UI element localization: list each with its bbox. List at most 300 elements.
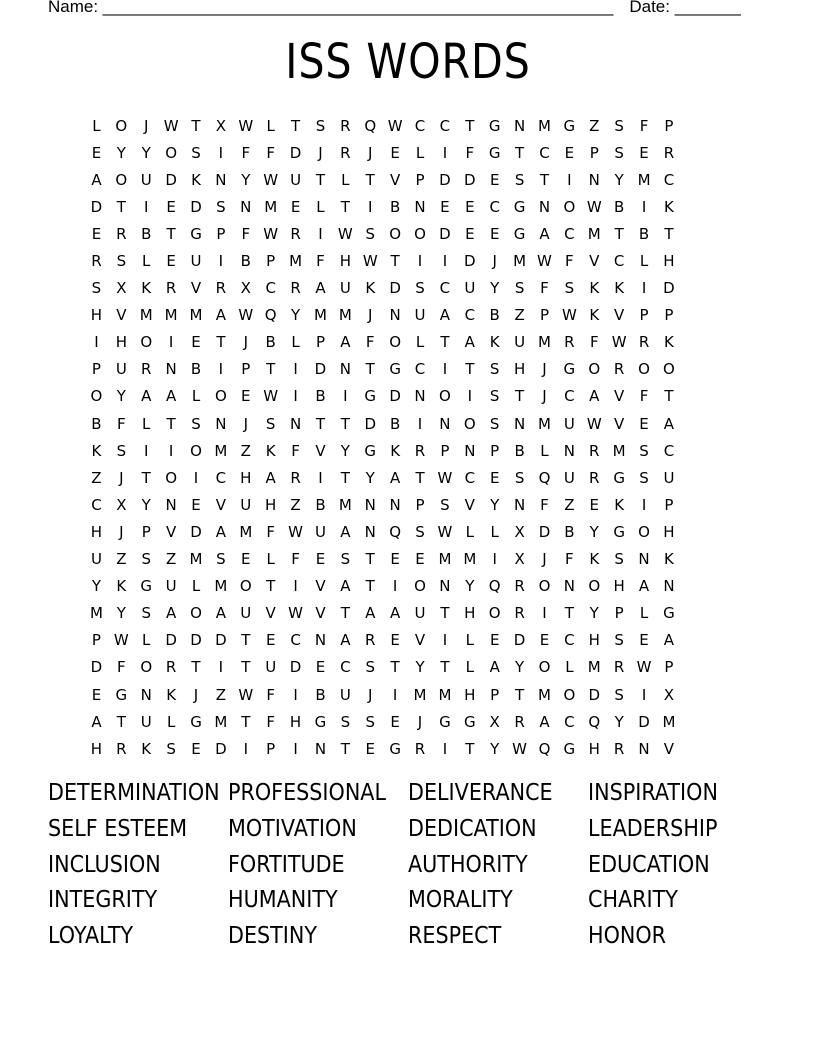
grid-letter: N bbox=[240, 197, 252, 216]
grid-letter: M bbox=[89, 604, 103, 623]
grid-letter: Y bbox=[614, 170, 624, 189]
grid-letter: Y bbox=[290, 306, 301, 325]
grid-letter: P bbox=[91, 631, 101, 650]
grid-letter: W bbox=[288, 522, 303, 541]
grid-letter: J bbox=[492, 252, 497, 271]
grid-letter: M bbox=[289, 252, 303, 271]
grid-letter: I bbox=[368, 197, 373, 216]
grid-letter: P bbox=[216, 224, 226, 243]
grid-letter: C bbox=[265, 279, 276, 298]
grid-letter: C bbox=[564, 631, 575, 650]
grid-letter: Z bbox=[290, 495, 301, 514]
grid-letter: K bbox=[589, 279, 600, 298]
grid-letter: Y bbox=[614, 712, 624, 731]
grid-letter: M bbox=[338, 306, 352, 325]
grid-letter: O bbox=[563, 197, 576, 216]
grid-letter: I bbox=[442, 739, 448, 758]
grid-letter: N bbox=[513, 495, 526, 514]
grid-letter: E bbox=[390, 712, 400, 731]
grid-letter: E bbox=[315, 658, 326, 677]
grid-letter: B bbox=[315, 495, 326, 514]
grid-letter: F bbox=[540, 495, 549, 514]
grid-row bbox=[84, 356, 732, 383]
grid-letter: A bbox=[340, 333, 351, 352]
grid-letter: R bbox=[514, 604, 525, 623]
grid-letter: X bbox=[514, 550, 525, 569]
grid-letter: F bbox=[266, 712, 275, 731]
grid-letter: H bbox=[588, 739, 600, 758]
grid-letter: Y bbox=[415, 658, 425, 677]
grid-letter: Q bbox=[488, 577, 501, 596]
grid-letter: U bbox=[339, 279, 351, 298]
grid-letter: M bbox=[338, 495, 352, 514]
grid-letter: B bbox=[614, 197, 625, 216]
word-list-item: INCLUSION bbox=[48, 851, 161, 878]
grid-letter: Y bbox=[116, 143, 126, 162]
grid-letter: U bbox=[240, 604, 252, 623]
word-list-item: HUMANITY bbox=[228, 887, 338, 914]
grid-letter: J bbox=[542, 360, 547, 379]
grid-letter: S bbox=[365, 658, 375, 677]
grid-letter: A bbox=[439, 306, 451, 325]
word-list-item: CHARITY bbox=[588, 887, 678, 914]
grid-letter: V bbox=[215, 495, 227, 514]
grid-letter: W bbox=[561, 306, 577, 325]
grid-letter: X bbox=[215, 116, 227, 135]
grid-letter: T bbox=[116, 197, 126, 216]
grid-letter: M bbox=[463, 550, 477, 569]
grid-letter: F bbox=[291, 550, 300, 569]
grid-letter: H bbox=[289, 712, 302, 731]
grid-letter: I bbox=[293, 685, 298, 704]
grid-letter: T bbox=[340, 197, 350, 216]
grid-letter: U bbox=[265, 658, 277, 677]
grid-letter: L bbox=[266, 116, 275, 135]
grid-row bbox=[84, 220, 732, 247]
grid-letter: G bbox=[488, 116, 501, 135]
grid-row bbox=[84, 383, 732, 410]
grid-letter: Y bbox=[91, 577, 102, 596]
grid-letter: O bbox=[389, 333, 402, 352]
grid-letter: W bbox=[387, 116, 403, 135]
grid-letter: T bbox=[315, 414, 326, 433]
grid-letter: F bbox=[639, 116, 649, 135]
grid-letter: A bbox=[315, 279, 326, 298]
grid-letter: H bbox=[663, 522, 675, 541]
grid-letter: P bbox=[589, 143, 599, 162]
grid-letter: N bbox=[439, 577, 451, 596]
grid-letter: E bbox=[589, 495, 599, 514]
grid-letter: L bbox=[415, 143, 425, 162]
grid-row bbox=[84, 139, 732, 166]
grid-letter: O bbox=[638, 360, 650, 379]
grid-letter: J bbox=[542, 387, 547, 406]
grid-letter: G bbox=[389, 739, 401, 758]
grid-letter: O bbox=[563, 685, 576, 704]
grid-letter: U bbox=[339, 685, 351, 704]
grid-letter: L bbox=[415, 333, 425, 352]
header-line bbox=[48, 0, 741, 17]
grid-letter: R bbox=[613, 658, 625, 677]
grid-letter: Z bbox=[165, 550, 177, 569]
grid-letter: O bbox=[439, 387, 451, 406]
grid-letter: E bbox=[91, 143, 102, 162]
grid-letter: I bbox=[417, 252, 423, 271]
grid-letter: E bbox=[166, 197, 176, 216]
grid-letter: M bbox=[538, 116, 551, 135]
grid-letter: N bbox=[339, 360, 351, 379]
grid-letter: O bbox=[414, 577, 426, 596]
grid-letter: I bbox=[218, 658, 224, 677]
grid-letter: T bbox=[465, 360, 475, 379]
grid-letter: F bbox=[266, 685, 275, 704]
grid-letter: E bbox=[390, 631, 400, 650]
grid-letter: N bbox=[638, 550, 650, 569]
grid-letter: T bbox=[465, 116, 475, 135]
grid-letter: Y bbox=[116, 604, 126, 623]
grid-letter: S bbox=[639, 468, 649, 487]
grid-letter: B bbox=[141, 224, 152, 243]
grid-letter: V bbox=[614, 306, 625, 325]
grid-letter: E bbox=[415, 550, 425, 569]
grid-letter: L bbox=[291, 333, 300, 352]
grid-letter: L bbox=[92, 116, 101, 135]
grid-letter: N bbox=[414, 197, 426, 216]
grid-letter: R bbox=[340, 143, 351, 162]
grid-letter: F bbox=[565, 252, 574, 271]
grid-letter: T bbox=[415, 468, 425, 487]
grid-letter: S bbox=[489, 360, 500, 379]
grid-letter: K bbox=[390, 441, 401, 460]
grid-letter: U bbox=[165, 577, 177, 596]
grid-letter: E bbox=[91, 685, 102, 704]
grid-letter: H bbox=[464, 685, 476, 704]
grid-letter: M bbox=[139, 306, 153, 325]
grid-letter: N bbox=[165, 495, 177, 514]
grid-letter: N bbox=[588, 170, 600, 189]
grid-letter: E bbox=[440, 197, 450, 216]
grid-letter: N bbox=[414, 387, 426, 406]
grid-row bbox=[84, 600, 732, 627]
grid-letter: F bbox=[291, 441, 300, 460]
grid-letter: Q bbox=[538, 739, 551, 758]
grid-letter: C bbox=[564, 712, 575, 731]
grid-letter: C bbox=[414, 360, 426, 379]
grid-letter: I bbox=[318, 468, 323, 487]
grid-letter: T bbox=[340, 468, 350, 487]
grid-letter: E bbox=[639, 631, 649, 650]
grid-letter: G bbox=[190, 224, 202, 243]
grid-letter: M bbox=[587, 224, 601, 243]
grid-letter: E bbox=[390, 143, 400, 162]
grid-letter: S bbox=[639, 441, 649, 460]
grid-letter: Z bbox=[514, 306, 525, 325]
grid-row bbox=[84, 437, 732, 464]
grid-letter: L bbox=[565, 658, 574, 677]
grid-row bbox=[84, 275, 732, 302]
grid-letter: B bbox=[315, 685, 326, 704]
grid-letter: L bbox=[341, 170, 350, 189]
grid-letter: E bbox=[290, 197, 301, 216]
grid-letter: I bbox=[641, 685, 647, 704]
grid-letter: J bbox=[193, 685, 199, 704]
grid-letter: R bbox=[165, 658, 177, 677]
grid-letter: E bbox=[564, 143, 575, 162]
grid-letter: I bbox=[442, 360, 448, 379]
grid-letter: N bbox=[439, 414, 451, 433]
grid-letter: I bbox=[567, 170, 572, 189]
grid-letter: D bbox=[90, 197, 103, 216]
grid-letter: A bbox=[91, 712, 102, 731]
grid-letter: D bbox=[289, 143, 302, 162]
grid-letter: J bbox=[417, 712, 423, 731]
grid-letter: A bbox=[663, 414, 675, 433]
grid-letter: E bbox=[315, 550, 326, 569]
grid-letter: I bbox=[492, 550, 497, 569]
grid-letter: U bbox=[90, 550, 102, 569]
grid-letter: M bbox=[264, 197, 278, 216]
grid-letter: W bbox=[113, 631, 129, 650]
grid-letter: H bbox=[464, 604, 476, 623]
grid-letter: O bbox=[663, 360, 675, 379]
grid-letter: K bbox=[664, 550, 674, 569]
grid-letter: N bbox=[389, 495, 401, 514]
word-list-item: DELIVERANCE bbox=[408, 780, 553, 806]
grid-letter: U bbox=[314, 522, 326, 541]
word-list-item: PROFESSIONAL bbox=[228, 780, 387, 806]
grid-letter: K bbox=[365, 279, 376, 298]
grid-letter: I bbox=[343, 387, 348, 406]
grid-letter: T bbox=[664, 224, 674, 243]
grid-letter: E bbox=[639, 414, 649, 433]
grid-letter: I bbox=[392, 685, 398, 704]
grid-letter: E bbox=[489, 468, 500, 487]
grid-letter: A bbox=[390, 604, 401, 623]
grid-letter: M bbox=[214, 712, 228, 731]
grid-letter: C bbox=[91, 495, 102, 514]
grid-letter: D bbox=[588, 685, 601, 704]
grid-letter: O bbox=[588, 360, 601, 379]
grid-letter: K bbox=[489, 333, 500, 352]
name-field[interactable]: Name: ______________________________________________________ bbox=[48, 0, 614, 16]
grid-letter: T bbox=[141, 468, 151, 487]
grid-letter: T bbox=[664, 387, 674, 406]
word-list-item: MORALITY bbox=[408, 887, 513, 914]
grid-letter: D bbox=[389, 387, 401, 406]
grid-letter: R bbox=[116, 739, 127, 758]
grid-letter: Q bbox=[364, 116, 377, 135]
date-field[interactable]: Date: _______ bbox=[629, 0, 741, 16]
grid-letter: R bbox=[340, 116, 351, 135]
grid-letter: L bbox=[639, 252, 649, 271]
grid-letter: C bbox=[613, 252, 625, 271]
grid-letter: Y bbox=[141, 143, 151, 162]
grid-letter: C bbox=[464, 306, 476, 325]
grid-letter: T bbox=[241, 658, 251, 677]
grid-letter: L bbox=[142, 252, 151, 271]
grid-letter: E bbox=[465, 224, 475, 243]
grid-letter: N bbox=[389, 306, 401, 325]
grid-letter: V bbox=[190, 279, 202, 298]
grid-letter: M bbox=[189, 306, 203, 325]
grid-letter: H bbox=[513, 360, 526, 379]
grid-letter: D bbox=[439, 224, 451, 243]
word-list-item: DEDICATION bbox=[408, 815, 537, 842]
grid-letter: R bbox=[414, 441, 426, 460]
grid-letter: D bbox=[289, 658, 302, 677]
grid-letter: J bbox=[144, 116, 149, 135]
grid-letter: N bbox=[538, 197, 551, 216]
grid-letter: W bbox=[586, 414, 602, 433]
grid-letter: I bbox=[641, 495, 647, 514]
grid-letter: I bbox=[144, 441, 149, 460]
grid-letter: G bbox=[513, 224, 526, 243]
grid-letter: E bbox=[489, 224, 500, 243]
grid-letter: J bbox=[119, 468, 124, 487]
grid-letter: L bbox=[191, 577, 201, 596]
word-list-item: RESPECT bbox=[408, 923, 502, 950]
grid-letter: A bbox=[589, 387, 600, 406]
grid-row bbox=[84, 302, 732, 329]
grid-letter: V bbox=[614, 387, 625, 406]
grid-row bbox=[84, 247, 732, 274]
grid-letter: B bbox=[240, 252, 251, 271]
grid-letter: I bbox=[641, 197, 647, 216]
grid-letter: T bbox=[515, 143, 525, 162]
grid-letter: R bbox=[290, 224, 301, 243]
grid-letter: G bbox=[563, 360, 576, 379]
grid-letter: A bbox=[340, 577, 351, 596]
grid-letter: R bbox=[589, 441, 600, 460]
grid-letter: P bbox=[440, 441, 450, 460]
grid-letter: K bbox=[614, 495, 625, 514]
grid-letter: D bbox=[314, 360, 327, 379]
grid-letter: C bbox=[439, 116, 451, 135]
grid-letter: M bbox=[662, 712, 676, 731]
grid-letter: K bbox=[664, 333, 674, 352]
grid-letter: U bbox=[190, 252, 202, 271]
grid-letter: K bbox=[589, 306, 600, 325]
grid-row bbox=[84, 166, 732, 193]
grid-letter: G bbox=[115, 685, 128, 704]
grid-letter: C bbox=[439, 279, 451, 298]
grid-letter: G bbox=[314, 712, 327, 731]
grid-letter: Y bbox=[116, 387, 126, 406]
word-list-item: HONOR bbox=[588, 923, 667, 950]
grid-letter: F bbox=[117, 414, 126, 433]
grid-letter: H bbox=[90, 522, 103, 541]
grid-letter: Q bbox=[588, 712, 601, 731]
grid-letter: P bbox=[614, 604, 624, 623]
grid-letter: O bbox=[90, 387, 103, 406]
grid-letter: F bbox=[266, 143, 275, 162]
grid-letter: T bbox=[266, 577, 276, 596]
grid-letter: J bbox=[368, 306, 373, 325]
grid-letter: I bbox=[218, 360, 224, 379]
grid-letter: A bbox=[365, 604, 376, 623]
grid-letter: Z bbox=[91, 468, 102, 487]
word-list-item: INTEGRITY bbox=[48, 887, 158, 914]
grid-letter: P bbox=[141, 522, 151, 541]
grid-letter: S bbox=[489, 387, 500, 406]
grid-letter: O bbox=[488, 604, 501, 623]
grid-letter: E bbox=[191, 739, 201, 758]
grid-letter: W bbox=[238, 306, 254, 325]
grid-letter: S bbox=[191, 143, 201, 162]
grid-letter: R bbox=[663, 143, 675, 162]
grid-letter: X bbox=[116, 279, 127, 298]
grid-letter: O bbox=[463, 414, 476, 433]
grid-letter: U bbox=[464, 279, 476, 298]
grid-letter: M bbox=[513, 252, 527, 271]
grid-letter: C bbox=[539, 143, 550, 162]
grid-letter: C bbox=[340, 658, 351, 677]
grid-letter: S bbox=[340, 550, 351, 569]
grid-letter: T bbox=[340, 604, 350, 623]
grid-letter: M bbox=[438, 550, 452, 569]
grid-row bbox=[84, 329, 732, 356]
grid-letter: Y bbox=[365, 468, 375, 487]
grid-letter: K bbox=[664, 197, 674, 216]
grid-letter: I bbox=[417, 414, 423, 433]
grid-letter: A bbox=[215, 306, 227, 325]
grid-letter: Z bbox=[240, 441, 251, 460]
grid-letter: E bbox=[241, 550, 251, 569]
grid-letter: O bbox=[214, 387, 227, 406]
grid-letter: S bbox=[216, 197, 226, 216]
grid-letter: N bbox=[563, 441, 575, 460]
grid-letter: B bbox=[564, 522, 575, 541]
grid-letter: E bbox=[365, 739, 375, 758]
grid-letter: T bbox=[365, 577, 375, 596]
grid-letter: C bbox=[564, 387, 575, 406]
grid-letter: S bbox=[614, 631, 624, 650]
grid-letter: X bbox=[240, 279, 251, 298]
grid-letter: O bbox=[140, 658, 153, 677]
grid-letter: T bbox=[241, 712, 251, 731]
grid-letter: D bbox=[638, 712, 650, 731]
grid-letter: S bbox=[365, 224, 375, 243]
grid-letter: R bbox=[365, 631, 376, 650]
grid-letter: H bbox=[240, 468, 252, 487]
grid-letter: U bbox=[240, 495, 252, 514]
word-list-item: DESTINY bbox=[228, 923, 318, 950]
grid-letter: K bbox=[191, 170, 201, 189]
grid-letter: D bbox=[165, 170, 177, 189]
word-list-item: FORTITUDE bbox=[228, 851, 345, 878]
grid-letter: Y bbox=[241, 170, 251, 189]
grid-letter: P bbox=[266, 739, 276, 758]
grid-letter: D bbox=[190, 197, 202, 216]
grid-letter: X bbox=[514, 522, 525, 541]
grid-letter: T bbox=[166, 224, 176, 243]
grid-letter: L bbox=[465, 522, 474, 541]
grid-letter: W bbox=[611, 333, 627, 352]
grid-letter: B bbox=[265, 333, 276, 352]
grid-letter: L bbox=[490, 522, 499, 541]
grid-letter: L bbox=[540, 441, 549, 460]
grid-letter: I bbox=[144, 197, 149, 216]
grid-letter: T bbox=[440, 658, 450, 677]
grid-letter: U bbox=[414, 306, 426, 325]
grid-row bbox=[84, 193, 732, 220]
grid-letter: S bbox=[614, 143, 624, 162]
page-title: ISS WORDS bbox=[285, 34, 531, 90]
grid-letter: W bbox=[362, 252, 378, 271]
grid-letter: T bbox=[365, 170, 375, 189]
grid-letter: P bbox=[490, 441, 500, 460]
grid-letter: E bbox=[390, 550, 400, 569]
